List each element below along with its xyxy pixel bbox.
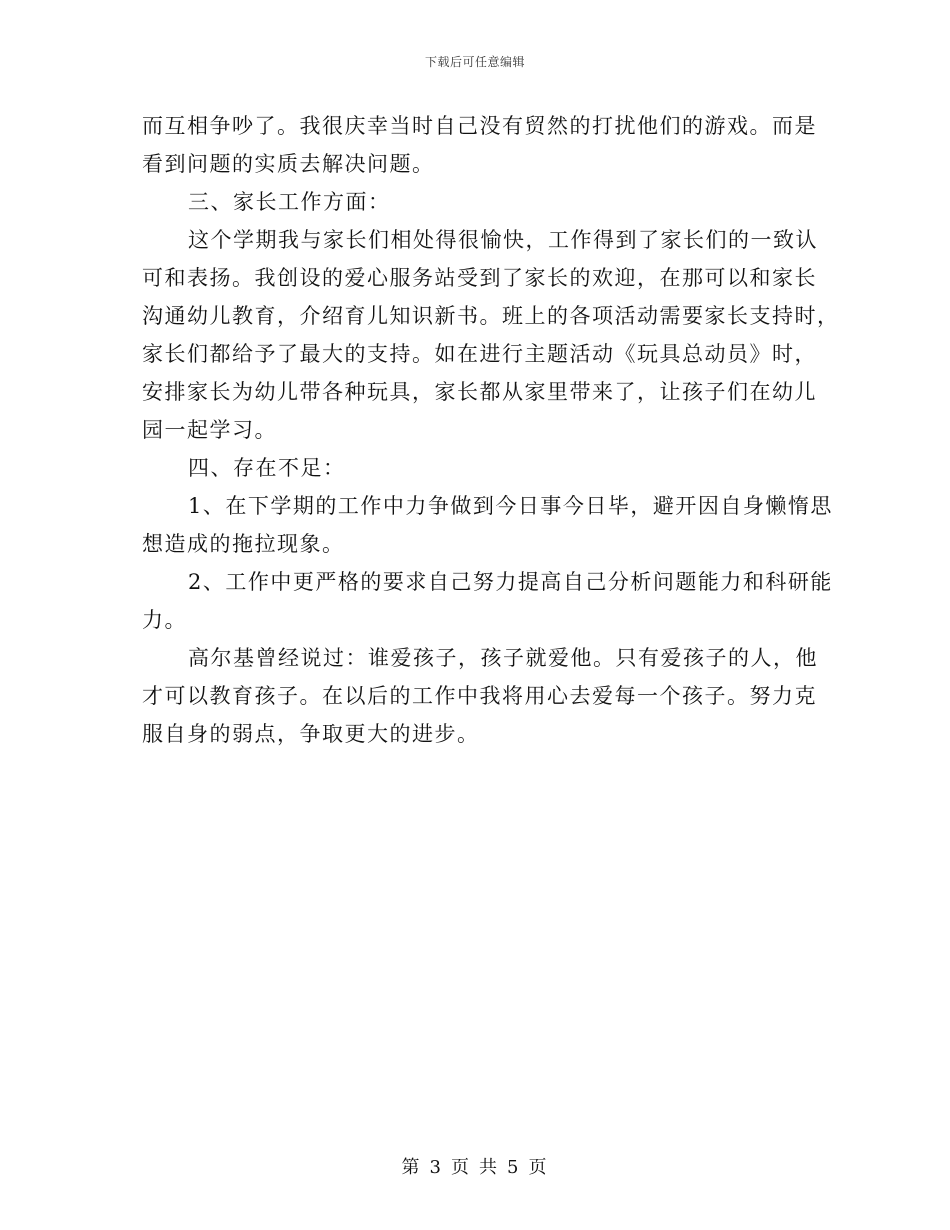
footer-current-page: 3 (429, 1157, 443, 1178)
footer-total-word: 共 (479, 1157, 499, 1178)
body-line-2: 看到问题的实质去解决问题。 (142, 152, 435, 176)
body-line-7: 家长们都给予了最大的支持。如在进行主题活动《玩具总动员》时， (142, 342, 817, 366)
body-line-17: 服自身的弱点，争取更大的进步。 (142, 722, 480, 746)
body-line-6: 沟通幼儿教育，介绍育儿知识新书。班上的各项活动需要家长支持时， (142, 304, 840, 328)
body-line-11: 1、在下学期的工作中力争做到今日事今日毕，避开因自身懒惰思 (188, 494, 833, 518)
section-heading-parent-work: 三、家长工作方面： (188, 190, 391, 214)
section-heading-shortcomings: 四、存在不足： (188, 456, 346, 480)
body-line-9: 园一起学习。 (142, 418, 277, 442)
body-line-15: 高尔基曾经说过：谁爱孩子，孩子就爱他。只有爱孩子的人，他 (188, 646, 818, 670)
body-line-1: 而互相争吵了。我很庆幸当时自己没有贸然的打扰他们的游戏。而是 (142, 114, 817, 138)
body-line-5: 可和表扬。我创设的爱心服务站受到了家长的欢迎，在那可以和家长 (142, 266, 817, 290)
body-line-8: 安排家长为幼儿带各种玩具，家长都从家里带来了，让孩子们在幼儿 (142, 380, 817, 404)
body-line-16: 才可以教育孩子。在以后的工作中我将用心去爱每一个孩子。努力克 (142, 684, 817, 708)
document-body (142, 107, 840, 753)
body-line-13: 2、工作中更严格的要求自己努力提高自己分析问题能力和科研能 (188, 570, 833, 594)
footer-total-pages: 5 (507, 1157, 521, 1178)
page-header: 下载后可任意编辑 (424, 55, 525, 69)
body-line-4: 这个学期我与家长们相处得很愉快，工作得到了家长们的一致认 (188, 228, 818, 252)
footer-prefix: 第 (401, 1157, 422, 1178)
page-footer (0, 1153, 950, 1179)
body-line-12: 想造成的拖拉现象。 (142, 532, 345, 556)
footer-page-word: 页 (451, 1157, 471, 1178)
footer-suffix: 页 (528, 1157, 549, 1178)
body-line-14: 力。 (142, 608, 187, 632)
